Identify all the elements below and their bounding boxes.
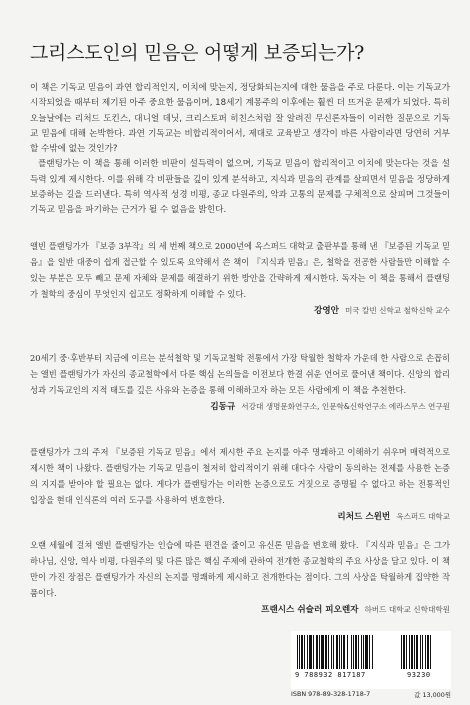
endorsement-text: 20세기 중·후반부터 지금에 이르는 분석철학 및 기독교철학 전통에서 가장 탁월한 철학자 가운데 한 사람으로 손꼽히는 앨빈 플랜팅가가 자신의 종교철학에서 다룬 핵심 논의들을 이전보다 한결 쉬운 언어로 풀어낸 책이다. 신앙의 합리성과 기독교인의 지적 태도를 깊은 사유와 논증을 통해 이해하고자 하는 모든 사람에게 이 책을 추천한다. [30,353,450,395]
barcode-bars [297,635,397,669]
barcode [291,631,451,689]
endorser-name: 리처드 스윈번 [337,512,391,522]
book-title: 그리스도인의 믿음은 어떻게 보증되는가? [30,42,365,64]
barcode-addon-bars [401,635,445,669]
isbn-number: ISBN 978-89-328-1718-7 [291,690,371,698]
barcode-addon-digits: 93230 [407,671,431,679]
barcode-stripe [373,635,374,669]
endorsement-1 [30,238,450,319]
barcode-digits: 9 788932 817187 [295,671,366,679]
isbn-row [291,690,451,699]
endorsement-source [30,302,450,319]
endorser-affiliation: 옥스퍼드 대학교 [396,512,450,521]
endorsement-source [30,398,450,415]
endorsement-4 [30,537,450,618]
endorser-name: 프랜시스 쉬슬러 피오렌자 [261,605,359,615]
endorsement-2 [30,350,450,415]
endorsement-3 [30,444,450,525]
price: 값 13,000원 [414,691,451,699]
endorsement-text: 앨빈 플랜팅가가 『보증 3부작』의 세 번째 책으로 2000년에 옥스퍼드 대학교 출판부를 통해 낸 『보증된 기독교 믿음』을 일반 대중이 쉽게 접근할 수 있도록 요약해서 쓴 책이 『지식과 믿음』은, 철학을 전공한 사람들만 이해할 수 있는 부분은 모두 빼고 문제 자체와 문제를 해결하기 위한 방안을 간략하게 제시한다. 독자는 이 책을 통해서 플랜팅가 철학의 중심이 무엇인지 쉽고도 정확하게 이해할 수 있다. [30,241,450,299]
intro-paragraph-1: 이 책은 기독교 믿음이 과연 합리적인지, 이치에 맞는지, 정당화되는지에 대한 물음을 주로 다룬다. 이는 기독교가 시작되었을 때부터 제기된 아주 중요한 물음이며, 18세기 계몽주의 이후에는 훨씬 더 뜨거운 문제가 되었다. 특히 오늘날에는 리처드 도킨스, 대니얼 데닛, 크리스토퍼 히친스처럼 잘 알려진 무신론자들이 이러한 질문으로 기독교 믿음에 대해 논박한다. 과연 기독교는 비합리적이어서, 제대로 교육받고 생각이 바른 사람이라면 당연히 거부할 수밖에 없는 것인가? [30,83,451,155]
endorsement-source [30,508,450,525]
endorsement-text: 오랜 세월에 걸쳐 앨빈 플랜팅가는 인습에 따른 편견을 줄이고 유신론 믿음을 변호해 왔다. 『지식과 믿음』은 그가 하나님, 신앙, 역사 비평, 다원주의 및 다른 많은 핵심 주제에 관하여 전개한 종교철학의 주요 사상을 담고 있다. 이 책만이 가진 장점은 플랜팅가가 자신의 논지를 명쾌하게 제시하고 전개한다는 점이다. 그의 사상을 탁월하게 집약한 작품이다. [30,540,450,598]
barcode-stripe [430,635,431,669]
endorser-name: 강영안 [314,306,339,316]
intro-paragraph-2: 플랜팅가는 이 책을 통해 이러한 비판이 설득력이 없으며, 기독교 믿음이 합리적이고 이치에 맞는다는 것을 설득력 있게 제시한다. 이를 위해 각 비판들을 깊이 있게 분석하고, 지식과 믿음의 관계를 살피면서 믿음을 정당하게 보증하는 길을 드러낸다. 특히 역사적 성경 비평, 종교 다원주의, 악과 고통의 문제를 구체적으로 살피며 그것들이 기독교 믿음을 파기하는 근거가 될 수 없음을 밝힌다. [30,159,451,216]
endorsement-text: 플랜팅가가 그의 주저 『보증된 기독교 믿음』에서 제시한 주요 논지를 아주 명쾌하고 이해하기 쉬우며 매력적으로 제시한 책이 나왔다. 플랜팅가는 기독교 믿음이 철저히 합리적이기 위해 대다수 사람이 동의하는 전제를 사용한 논증의 지지를 받아야 할 필요는 없다. 게다가 플랜팅가는 이러한 논증으로도 거짓으로 증명될 수 없다고 하는 전통적인 입장을 현대 인식론의 여러 도구를 사용하여 변호한다. [30,447,450,505]
endorsement-source [30,601,450,618]
endorser-affiliation: 서강대 생명문화연구소, 인문학&신학연구소 에라스무스 연구원 [241,402,450,411]
intro-text [30,81,450,219]
endorser-affiliation: 미국 칼빈 신학교 철학신학 교수 [344,306,450,315]
endorser-affiliation: 하버드 대학교 신학대학원 [364,605,450,614]
endorser-name: 김동규 [210,402,236,412]
